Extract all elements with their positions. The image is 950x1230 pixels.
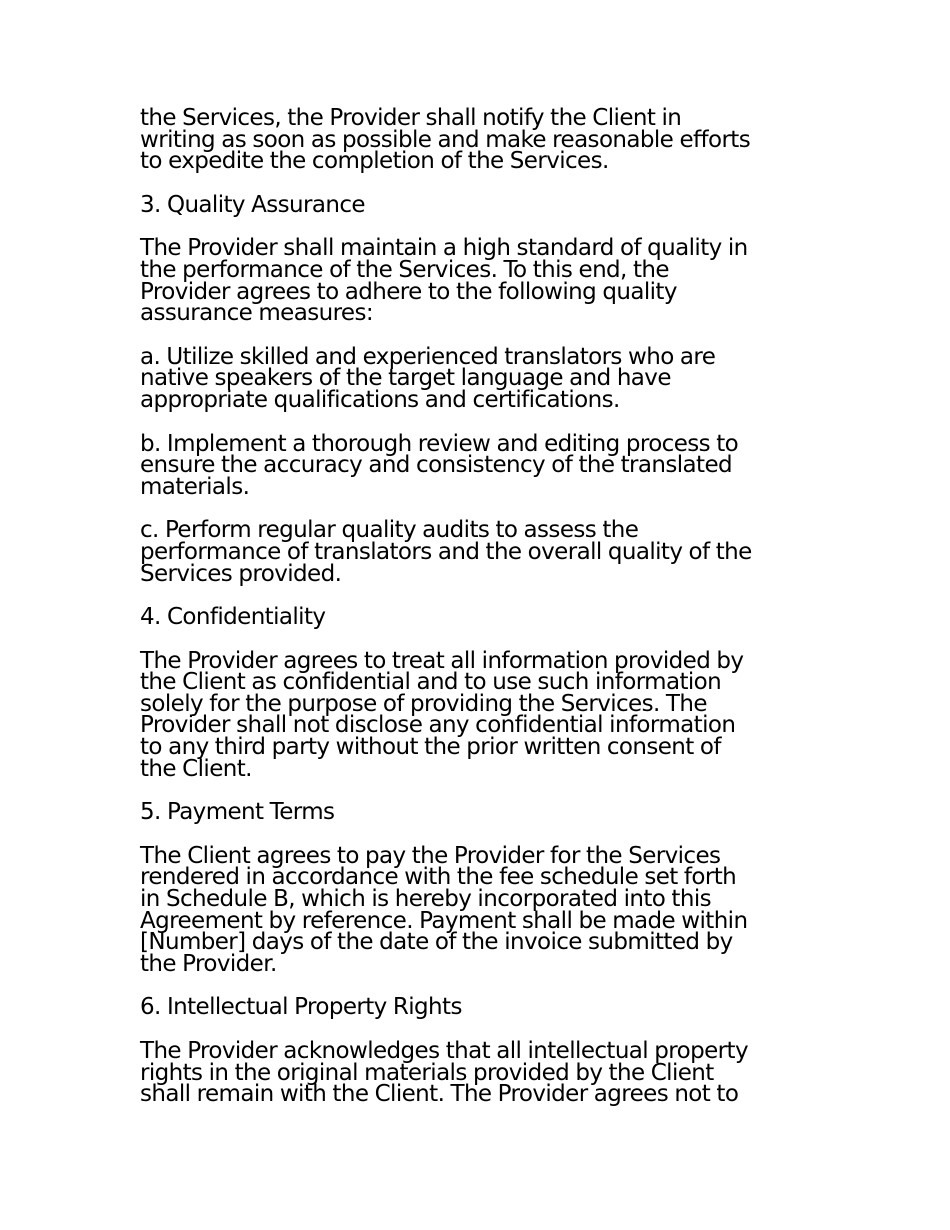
paragraph-intellectual-property: The Provider acknowledges that all intellectual property rights in the original materials provided by the Client shall remain with the Client. The Provider agrees not to bbox=[140, 1038, 748, 1108]
paragraph-payment-terms: The Client agrees to pay the Provider for the Services rendered in accordance with the fee schedule set forth in Schedule B, which is hereby incorporated into this Agreement by reference. Payment shall be made within [Number] days of the date of the invoice submitted by the Provider. bbox=[140, 842, 748, 977]
document-page bbox=[140, 105, 820, 1128]
list-item-a: a. Utilize skilled and experienced translators who are native speakers of the target language and have appropriate qualifications and certifications. bbox=[140, 343, 716, 413]
section-heading-quality-assurance: 3. Quality Assurance bbox=[140, 191, 365, 218]
paragraph-quality-assurance: The Provider shall maintain a high standard of quality in the performance of the Services. To this end, the Provider agrees to adhere to the following quality assurance measures: bbox=[140, 235, 748, 327]
section-heading-payment-terms: 5. Payment Terms bbox=[140, 799, 335, 826]
section-heading-intellectual-property: 6. Intellectual Property Rights bbox=[140, 994, 462, 1021]
paragraph-intro-continuation: the Services, the Provider shall notify the Client in writing as soon as possible and make reasonable efforts to expedite the completion of the Services. bbox=[140, 105, 751, 175]
list-item-c: c. Perform regular quality audits to assess the performance of translators and the overall quality of the Services provided. bbox=[140, 517, 752, 587]
paragraph-confidentiality: The Provider agrees to treat all information provided by the Client as confidential and to use such information solely for the purpose of providing the Services. The Provider shall not disclose any confidential information to any third party without the prior written consent of the Client. bbox=[140, 647, 744, 782]
section-heading-confidentiality: 4. Confidentiality bbox=[140, 604, 326, 631]
list-item-b: b. Implement a thorough review and editing process to ensure the accuracy and consistency of the translated materials. bbox=[140, 430, 739, 500]
